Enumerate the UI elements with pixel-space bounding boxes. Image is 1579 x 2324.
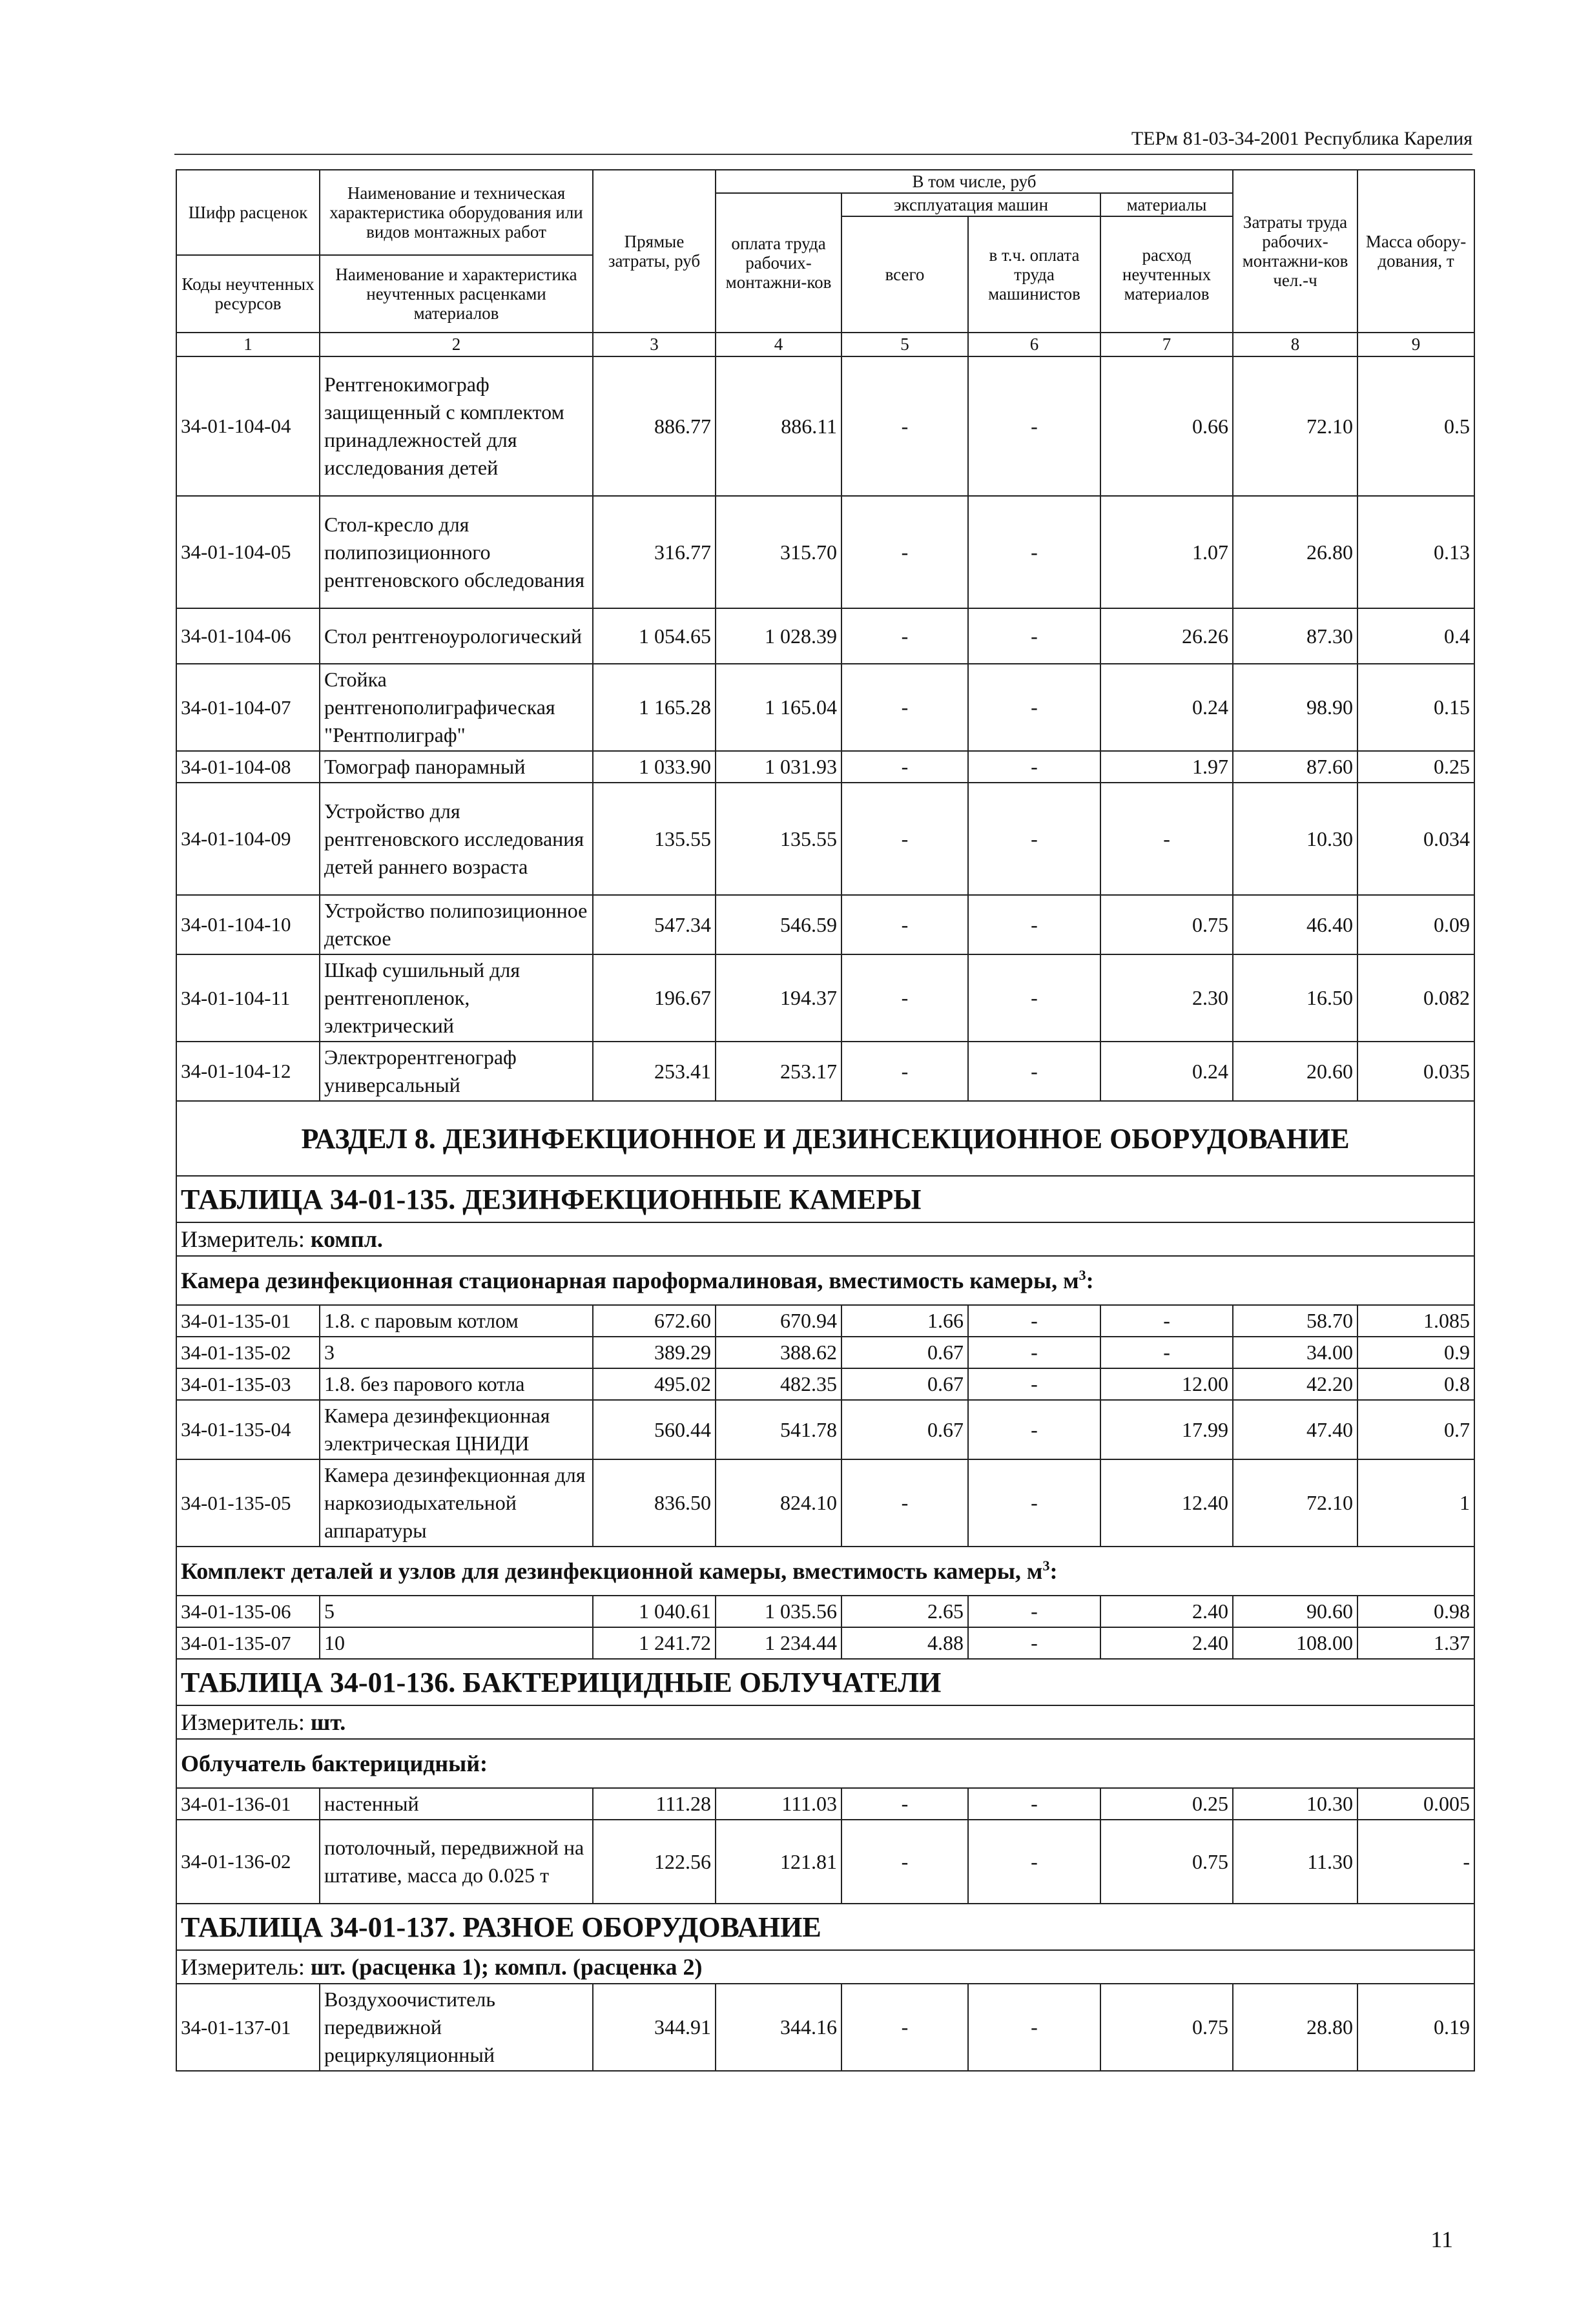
mass: 0.034 bbox=[1357, 783, 1474, 895]
direct-cost: 1 040.61 bbox=[593, 1596, 716, 1627]
rate-name: настенный bbox=[320, 1788, 593, 1820]
machines-total: - bbox=[841, 664, 968, 751]
direct-cost: 344.91 bbox=[593, 1984, 716, 2071]
col-code-top: Шифр расценок bbox=[176, 170, 320, 255]
table-136-title: ТАБЛИЦА 34-01-136. БАКТЕРИЦИДНЫЕ ОБЛУЧАТЕЛИ bbox=[176, 1659, 1474, 1705]
rate-code: 34-01-104-10 bbox=[176, 895, 320, 954]
direct-cost: 253.41 bbox=[593, 1042, 716, 1101]
rate-code: 34-01-137-01 bbox=[176, 1984, 320, 2071]
rate-code: 34-01-135-06 bbox=[176, 1596, 320, 1627]
table-row bbox=[176, 1596, 1474, 1627]
labor-hours: 34.00 bbox=[1233, 1337, 1357, 1368]
col-num: 7 bbox=[1100, 333, 1233, 356]
labor-hours: 47.40 bbox=[1233, 1400, 1357, 1459]
materials: 0.75 bbox=[1100, 1820, 1233, 1904]
group-sup: 3 bbox=[1078, 1267, 1086, 1283]
mass: 0.7 bbox=[1357, 1400, 1474, 1459]
direct-cost: 886.77 bbox=[593, 356, 716, 496]
materials: 0.75 bbox=[1100, 895, 1233, 954]
rate-name: 3 bbox=[320, 1337, 593, 1368]
group-end: : bbox=[1049, 1558, 1058, 1584]
col-num: 1 bbox=[176, 333, 320, 356]
rate-code: 34-01-135-02 bbox=[176, 1337, 320, 1368]
labor-hours: 72.10 bbox=[1233, 1459, 1357, 1547]
materials: - bbox=[1100, 783, 1233, 895]
table-135-measure bbox=[176, 1222, 1474, 1256]
rate-name: Электрорентгенограф универсальный bbox=[320, 1042, 593, 1101]
col-code-bottom: Коды неучтенных ресурсов bbox=[176, 255, 320, 333]
materials: 26.26 bbox=[1100, 608, 1233, 664]
labor-cost: 670.94 bbox=[716, 1305, 841, 1337]
group2-block bbox=[176, 1547, 1474, 1596]
materials: 2.30 bbox=[1100, 954, 1233, 1042]
rate-name: Стол-кресло для полипозиционного рентгеновского обследования bbox=[320, 496, 593, 608]
materials: 0.24 bbox=[1100, 1042, 1233, 1101]
labor-hours: 10.30 bbox=[1233, 1788, 1357, 1820]
rate-code: 34-01-104-08 bbox=[176, 751, 320, 783]
col-machines-labor: в т.ч. оплата труда машинистов bbox=[968, 216, 1100, 333]
t136-block bbox=[176, 1659, 1474, 1788]
labor-hours: 28.80 bbox=[1233, 1984, 1357, 2071]
table-row bbox=[176, 954, 1474, 1042]
table-136-measure bbox=[176, 1705, 1474, 1739]
rate-code: 34-01-104-12 bbox=[176, 1042, 320, 1101]
direct-cost: 135.55 bbox=[593, 783, 716, 895]
machines-labor: - bbox=[968, 608, 1100, 664]
machines-labor: - bbox=[968, 1820, 1100, 1904]
labor-hours: 98.90 bbox=[1233, 664, 1357, 751]
rate-name: 5 bbox=[320, 1596, 593, 1627]
col-num: 9 bbox=[1357, 333, 1474, 356]
group-title bbox=[176, 1256, 1474, 1305]
rate-code: 34-01-104-06 bbox=[176, 608, 320, 664]
rate-code: 34-01-135-01 bbox=[176, 1305, 320, 1337]
machines-total: - bbox=[841, 783, 968, 895]
machines-total: - bbox=[841, 895, 968, 954]
direct-cost: 495.02 bbox=[593, 1368, 716, 1400]
machines-labor: - bbox=[968, 496, 1100, 608]
mass: 0.9 bbox=[1357, 1337, 1474, 1368]
group-text: Камера дезинфекционная стационарная пароформалиновая, вместимость камеры, м bbox=[181, 1268, 1079, 1293]
col-materials-unacc: расход неучтенных материалов bbox=[1100, 216, 1233, 333]
col-name-bottom: Наименование и характеристика неучтенных расценками материалов bbox=[320, 255, 593, 333]
direct-cost: 316.77 bbox=[593, 496, 716, 608]
labor-hours: 42.20 bbox=[1233, 1368, 1357, 1400]
machines-total: - bbox=[841, 1788, 968, 1820]
mass: 0.4 bbox=[1357, 608, 1474, 664]
labor-cost: 253.17 bbox=[716, 1042, 841, 1101]
group-title bbox=[176, 1547, 1474, 1596]
machines-labor: - bbox=[968, 1337, 1100, 1368]
direct-cost: 560.44 bbox=[593, 1400, 716, 1459]
rate-name: Камера дезинфекционная электрическая ЦНИДИ bbox=[320, 1400, 593, 1459]
machines-labor: - bbox=[968, 1368, 1100, 1400]
table-header bbox=[176, 170, 1474, 356]
labor-hours: 87.60 bbox=[1233, 751, 1357, 783]
measure-label: Измеритель: bbox=[181, 1709, 311, 1735]
rate-code: 34-01-104-07 bbox=[176, 664, 320, 751]
rate-code: 34-01-104-04 bbox=[176, 356, 320, 496]
labor-cost: 1 028.39 bbox=[716, 608, 841, 664]
table-body-section7 bbox=[176, 356, 1474, 1101]
rate-name: Камера дезинфекционная для наркозиодыхательной аппаратуры bbox=[320, 1459, 593, 1547]
group-title: Облучатель бактерицидный: bbox=[176, 1739, 1474, 1788]
table-row bbox=[176, 895, 1474, 954]
mass: 0.005 bbox=[1357, 1788, 1474, 1820]
table-row bbox=[176, 1984, 1474, 2071]
machines-labor: - bbox=[968, 783, 1100, 895]
machines-total: - bbox=[841, 1459, 968, 1547]
machines-labor: - bbox=[968, 356, 1100, 496]
labor-hours: 72.10 bbox=[1233, 356, 1357, 496]
machines-total: 1.66 bbox=[841, 1305, 968, 1337]
materials: 0.25 bbox=[1100, 1788, 1233, 1820]
table-row bbox=[176, 1788, 1474, 1820]
rate-code: 34-01-136-02 bbox=[176, 1820, 320, 1904]
table-135-rows-2 bbox=[176, 1596, 1474, 1659]
machines-total: - bbox=[841, 1984, 968, 2071]
rate-name: Устройство для рентгеновского исследования детей раннего возраста bbox=[320, 783, 593, 895]
page-header: ТЕРм 81-03-34-2001 Республика Карелия bbox=[174, 128, 1472, 155]
section-title: РАЗДЕЛ 8. ДЕЗИНФЕКЦИОННОЕ И ДЕЗИНСЕКЦИОННОЕ ОБОРУДОВАНИЕ bbox=[176, 1101, 1474, 1176]
direct-cost: 122.56 bbox=[593, 1820, 716, 1904]
machines-labor: - bbox=[968, 751, 1100, 783]
table-row bbox=[176, 783, 1474, 895]
machines-total: 2.65 bbox=[841, 1596, 968, 1627]
rate-name: Воздухоочиститель передвижной рециркуляционный bbox=[320, 1984, 593, 2071]
rate-code: 34-01-135-05 bbox=[176, 1459, 320, 1547]
rate-name: 1.8. с паровым котлом bbox=[320, 1305, 593, 1337]
table-136-rows bbox=[176, 1788, 1474, 1904]
mass: 0.13 bbox=[1357, 496, 1474, 608]
labor-hours: 20.60 bbox=[1233, 1042, 1357, 1101]
table-row bbox=[176, 664, 1474, 751]
table-row bbox=[176, 496, 1474, 608]
rate-code: 34-01-104-05 bbox=[176, 496, 320, 608]
rate-name: 10 bbox=[320, 1627, 593, 1659]
page-number: 11 bbox=[1430, 2226, 1453, 2252]
table-row bbox=[176, 1042, 1474, 1101]
t137-block bbox=[176, 1904, 1474, 1984]
direct-cost: 1 054.65 bbox=[593, 608, 716, 664]
measure-value: шт. (расценка 1); компл. (расценка 2) bbox=[310, 1954, 703, 1980]
table-row bbox=[176, 751, 1474, 783]
rate-name: потолочный, передвижной на штативе, масса до 0.025 т bbox=[320, 1820, 593, 1904]
machines-labor: - bbox=[968, 1305, 1100, 1337]
labor-cost: 1 165.04 bbox=[716, 664, 841, 751]
labor-cost: 194.37 bbox=[716, 954, 841, 1042]
machines-labor: - bbox=[968, 954, 1100, 1042]
machines-total: 0.67 bbox=[841, 1368, 968, 1400]
labor-cost: 482.35 bbox=[716, 1368, 841, 1400]
rate-code: 34-01-136-01 bbox=[176, 1788, 320, 1820]
mass: 0.19 bbox=[1357, 1984, 1474, 2071]
machines-total: 4.88 bbox=[841, 1627, 968, 1659]
col-labor-cost: Затраты труда рабочих-монтажни-ков чел.-ч bbox=[1233, 170, 1357, 333]
column-numbers-row bbox=[176, 333, 1474, 356]
col-num: 4 bbox=[716, 333, 841, 356]
direct-cost: 1 165.28 bbox=[593, 664, 716, 751]
mass: 0.035 bbox=[1357, 1042, 1474, 1101]
measure-value: шт. bbox=[310, 1709, 346, 1735]
rate-code: 34-01-135-04 bbox=[176, 1400, 320, 1459]
col-num: 8 bbox=[1233, 333, 1357, 356]
labor-hours: 58.70 bbox=[1233, 1305, 1357, 1337]
col-num: 2 bbox=[320, 333, 593, 356]
labor-cost: 541.78 bbox=[716, 1400, 841, 1459]
direct-cost: 672.60 bbox=[593, 1305, 716, 1337]
machines-labor: - bbox=[968, 1984, 1100, 2071]
col-num: 6 bbox=[968, 333, 1100, 356]
labor-hours: 16.50 bbox=[1233, 954, 1357, 1042]
direct-cost: 111.28 bbox=[593, 1788, 716, 1820]
labor-cost: 344.16 bbox=[716, 1984, 841, 2071]
rate-code: 34-01-135-03 bbox=[176, 1368, 320, 1400]
mass: 0.98 bbox=[1357, 1596, 1474, 1627]
table-135-title: ТАБЛИЦА 34-01-135. ДЕЗИНФЕКЦИОННЫЕ КАМЕРЫ bbox=[176, 1176, 1474, 1222]
machines-labor: - bbox=[968, 1788, 1100, 1820]
labor-cost: 388.62 bbox=[716, 1337, 841, 1368]
rate-code: 34-01-104-09 bbox=[176, 783, 320, 895]
table-row bbox=[176, 356, 1474, 496]
labor-cost: 886.11 bbox=[716, 356, 841, 496]
materials: 2.40 bbox=[1100, 1627, 1233, 1659]
materials: 12.40 bbox=[1100, 1459, 1233, 1547]
rate-code: 34-01-104-11 bbox=[176, 954, 320, 1042]
group-sup: 3 bbox=[1042, 1558, 1050, 1574]
labor-cost: 111.03 bbox=[716, 1788, 841, 1820]
machines-labor: - bbox=[968, 1459, 1100, 1547]
rate-name: Стойка рентгенополиграфическая "Рентполиграф" bbox=[320, 664, 593, 751]
materials: 2.40 bbox=[1100, 1596, 1233, 1627]
mass: 0.25 bbox=[1357, 751, 1474, 783]
machines-total: - bbox=[841, 608, 968, 664]
group-text: Комплект деталей и узлов для дезинфекционной камеры, вместимость камеры, м bbox=[181, 1558, 1043, 1584]
labor-hours: 46.40 bbox=[1233, 895, 1357, 954]
machines-total: - bbox=[841, 496, 968, 608]
mass: 1.085 bbox=[1357, 1305, 1474, 1337]
col-materials: материалы bbox=[1100, 193, 1233, 216]
machines-labor: - bbox=[968, 1400, 1100, 1459]
machines-labor: - bbox=[968, 1596, 1100, 1627]
mass: 0.082 bbox=[1357, 954, 1474, 1042]
machines-labor: - bbox=[968, 895, 1100, 954]
table-row bbox=[176, 1337, 1474, 1368]
direct-cost: 1 033.90 bbox=[593, 751, 716, 783]
col-name-top: Наименование и техническая характеристика оборудования или видов монтажных работ bbox=[320, 170, 593, 255]
section8-block bbox=[176, 1101, 1474, 1305]
rate-name: Устройство полипозиционное детское bbox=[320, 895, 593, 954]
direct-cost: 547.34 bbox=[593, 895, 716, 954]
machines-total: - bbox=[841, 954, 968, 1042]
machines-labor: - bbox=[968, 664, 1100, 751]
table-137-measure bbox=[176, 1950, 1474, 1984]
col-incl: В том числе, руб bbox=[716, 170, 1233, 193]
labor-cost: 1 234.44 bbox=[716, 1627, 841, 1659]
labor-hours: 108.00 bbox=[1233, 1627, 1357, 1659]
labor-cost: 1 031.93 bbox=[716, 751, 841, 783]
table-row bbox=[176, 1627, 1474, 1659]
table-row bbox=[176, 1400, 1474, 1459]
col-labor: оплата труда рабочих-монтажни-ков bbox=[716, 193, 841, 333]
rates-table bbox=[176, 169, 1475, 2072]
labor-cost: 315.70 bbox=[716, 496, 841, 608]
mass: 0.15 bbox=[1357, 664, 1474, 751]
materials: 0.66 bbox=[1100, 356, 1233, 496]
labor-hours: 90.60 bbox=[1233, 1596, 1357, 1627]
table-135-rows-1 bbox=[176, 1305, 1474, 1547]
materials: 12.00 bbox=[1100, 1368, 1233, 1400]
table-137-title: ТАБЛИЦА 34-01-137. РАЗНОЕ ОБОРУДОВАНИЕ bbox=[176, 1904, 1474, 1950]
direct-cost: 196.67 bbox=[593, 954, 716, 1042]
mass: 1 bbox=[1357, 1459, 1474, 1547]
materials: - bbox=[1100, 1337, 1233, 1368]
machines-total: - bbox=[841, 1042, 968, 1101]
mass: 0.8 bbox=[1357, 1368, 1474, 1400]
mass: 0.09 bbox=[1357, 895, 1474, 954]
measure-label: Измеритель: bbox=[181, 1954, 311, 1980]
mass: - bbox=[1357, 1820, 1474, 1904]
rate-name: 1.8. без парового котла bbox=[320, 1368, 593, 1400]
machines-total: 0.67 bbox=[841, 1337, 968, 1368]
materials: 1.07 bbox=[1100, 496, 1233, 608]
labor-cost: 1 035.56 bbox=[716, 1596, 841, 1627]
materials: 17.99 bbox=[1100, 1400, 1233, 1459]
rate-name: Рентгенокимограф защищенный с комплектом принадлежностей для исследования детей bbox=[320, 356, 593, 496]
rate-name: Шкаф сушильный для рентгенопленок, электрический bbox=[320, 954, 593, 1042]
labor-cost: 546.59 bbox=[716, 895, 841, 954]
direct-cost: 389.29 bbox=[593, 1337, 716, 1368]
labor-cost: 824.10 bbox=[716, 1459, 841, 1547]
labor-cost: 135.55 bbox=[716, 783, 841, 895]
measure-label: Измеритель: bbox=[181, 1226, 311, 1252]
labor-hours: 87.30 bbox=[1233, 608, 1357, 664]
machines-total: - bbox=[841, 751, 968, 783]
labor-hours: 26.80 bbox=[1233, 496, 1357, 608]
direct-cost: 836.50 bbox=[593, 1459, 716, 1547]
col-mass: Масса обору-дования, т bbox=[1357, 170, 1474, 333]
machines-labor: - bbox=[968, 1042, 1100, 1101]
group-end: : bbox=[1086, 1268, 1094, 1293]
rate-code: 34-01-135-07 bbox=[176, 1627, 320, 1659]
machines-total: - bbox=[841, 356, 968, 496]
labor-cost: 121.81 bbox=[716, 1820, 841, 1904]
col-num: 5 bbox=[841, 333, 968, 356]
mass: 1.37 bbox=[1357, 1627, 1474, 1659]
rate-name: Томограф панорамный bbox=[320, 751, 593, 783]
col-machines-total: всего bbox=[841, 216, 968, 333]
materials: 1.97 bbox=[1100, 751, 1233, 783]
measure-value: компл. bbox=[310, 1226, 383, 1252]
table-137-rows bbox=[176, 1984, 1474, 2071]
materials: 0.24 bbox=[1100, 664, 1233, 751]
table-row bbox=[176, 1459, 1474, 1547]
machines-total: - bbox=[841, 1820, 968, 1904]
mass: 0.5 bbox=[1357, 356, 1474, 496]
machines-total: 0.67 bbox=[841, 1400, 968, 1459]
materials: 0.75 bbox=[1100, 1984, 1233, 2071]
materials: - bbox=[1100, 1305, 1233, 1337]
table-row bbox=[176, 608, 1474, 664]
direct-cost: 1 241.72 bbox=[593, 1627, 716, 1659]
machines-labor: - bbox=[968, 1627, 1100, 1659]
col-direct: Прямые затраты, руб bbox=[593, 170, 716, 333]
labor-hours: 10.30 bbox=[1233, 783, 1357, 895]
col-num: 3 bbox=[593, 333, 716, 356]
table-row bbox=[176, 1820, 1474, 1904]
rate-name: Стол рентгеноурологический bbox=[320, 608, 593, 664]
table-row bbox=[176, 1305, 1474, 1337]
table-row bbox=[176, 1368, 1474, 1400]
labor-hours: 11.30 bbox=[1233, 1820, 1357, 1904]
col-machines: эксплуатация машин bbox=[841, 193, 1100, 216]
